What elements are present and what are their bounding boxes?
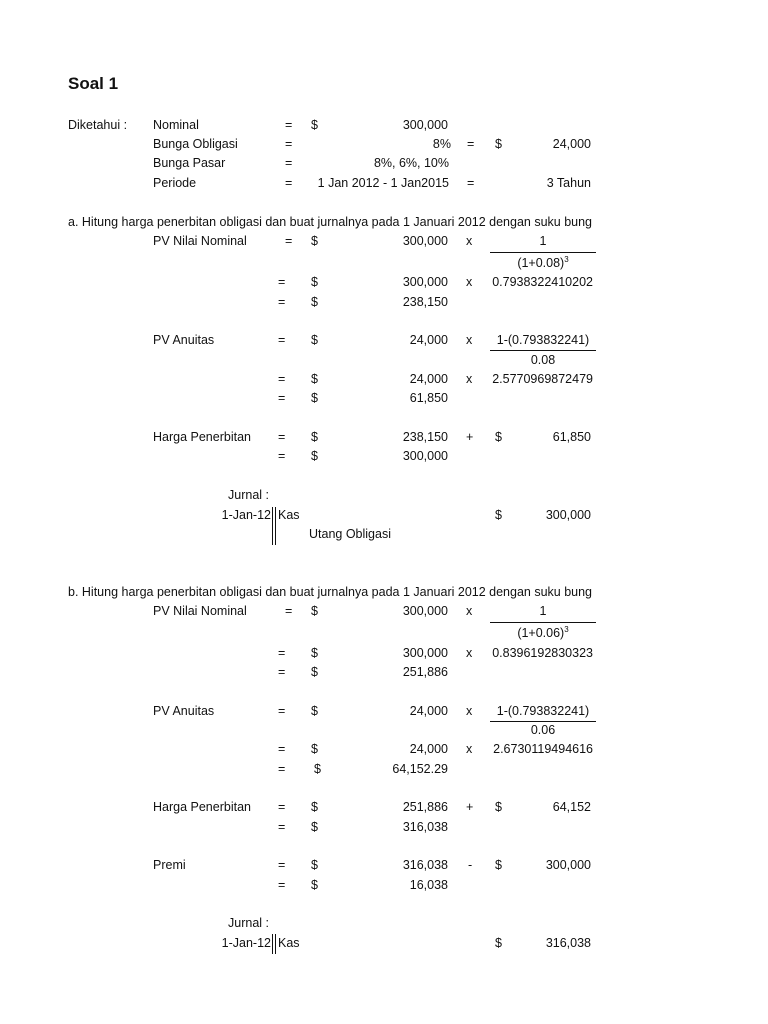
diketahui-label: Diketahui :	[68, 118, 128, 132]
bunga-pasar-value: 8%, 6%, 10%	[373, 156, 449, 170]
page-title: Soal 1	[68, 74, 119, 93]
b-pv-nominal-fraction-bar	[490, 622, 596, 623]
b-premi-value2: 300,000	[545, 858, 591, 872]
a-pv-nominal-op: x	[466, 234, 473, 248]
bunga-pasar-label: Bunga Pasar	[153, 156, 226, 170]
a-pv-nominal-row3-eq: =	[278, 295, 286, 309]
b-pv-anuitas-denominator: 0.06	[530, 723, 556, 737]
b-pv-nominal-row2-op: x	[466, 646, 473, 660]
b-pv-anuitas-row2-value: 24,000	[409, 742, 448, 756]
b-harga-value2: 64,152	[552, 800, 591, 814]
a-harga-currency: $	[311, 430, 318, 444]
a-pv-anuitas-row2-op: x	[466, 372, 473, 386]
a-jurnal-date: 1-Jan-12	[221, 508, 271, 522]
a-pv-anuitas-denominator: 0.08	[530, 353, 556, 367]
b-pv-nominal-op: x	[466, 604, 473, 618]
a-harga-op: +	[466, 430, 474, 444]
periode-label: Periode	[153, 176, 197, 190]
b-harga-eq: =	[278, 800, 286, 814]
a-harga-currency2: $	[495, 430, 502, 444]
a-harga-value: 238,150	[402, 430, 448, 444]
b-pv-anuitas-numerator: 1-(0.793832241)	[496, 704, 590, 718]
periode-value: 1 Jan 2012 - 1 Jan2015	[317, 176, 449, 190]
b-jurnal-divider-right	[275, 934, 276, 954]
a-pv-nominal-exponent: 3	[564, 254, 569, 264]
b-pv-anuitas-currency: $	[311, 704, 318, 718]
b-jurnal-label: Jurnal :	[228, 916, 269, 930]
a-pv-anuitas-row2-value: 24,000	[409, 372, 448, 386]
bunga-pasar-eq: =	[285, 156, 293, 170]
b-pv-nominal-row2-value: 300,000	[402, 646, 448, 660]
b-pv-nominal-row3-eq: =	[278, 665, 286, 679]
a-pv-anuitas-row2-eq: =	[278, 372, 286, 386]
bunga-obligasi-eq: =	[285, 137, 293, 151]
a-pv-nominal-result: 238,150	[402, 295, 448, 309]
nominal-value: 300,000	[402, 118, 448, 132]
a-pv-nominal-row3-currency: $	[311, 295, 318, 309]
b-pv-nominal-exponent: 3	[564, 624, 569, 634]
b-harga-op: +	[466, 800, 474, 814]
periode-eq: =	[285, 176, 293, 190]
b-jurnal-currency: $	[495, 936, 502, 950]
periode-eq2: =	[467, 176, 475, 190]
a-harga-eq: =	[278, 430, 286, 444]
b-pv-anuitas-row2-op: x	[466, 742, 473, 756]
a-pv-anuitas-row3-eq: =	[278, 391, 286, 405]
b-harga-currency2: $	[495, 800, 502, 814]
a-jurnal-divider-right	[275, 507, 276, 545]
a-jurnal-label: Jurnal :	[228, 488, 269, 502]
b-pv-anuitas-row2-currency: $	[311, 742, 318, 756]
a-harga-result: 300,000	[402, 449, 448, 463]
b-jurnal-divider-left	[272, 934, 273, 954]
a-pv-nominal-currency: $	[311, 234, 318, 248]
b-premi-label: Premi	[153, 858, 186, 872]
a-pv-nominal-denominator: $(1+0.08)^3$	[517, 254, 569, 270]
a-pv-anuitas-fraction-bar	[490, 350, 596, 351]
bunga-obligasi-currency: $	[495, 137, 502, 151]
b-premi-currency: $	[311, 858, 318, 872]
a-pv-nominal-row2-currency: $	[311, 275, 318, 289]
a-pv-anuitas-factor: 2.5770969872479	[492, 372, 593, 386]
a-jurnal-amount: 300,000	[545, 508, 591, 522]
b-jurnal-debit-account: Kas	[278, 936, 300, 950]
b-pv-anuitas-row2-eq: =	[278, 742, 286, 756]
b-pv-anuitas-label: PV Anuitas	[153, 704, 215, 718]
a-pv-anuitas-currency: $	[311, 333, 318, 347]
a-pv-anuitas-result: 61,850	[409, 391, 448, 405]
a-jurnal-currency: $	[495, 508, 502, 522]
bunga-obligasi-eq2: =	[467, 137, 475, 151]
b-harga-label: Harga Penerbitan	[153, 800, 251, 814]
a-pv-nominal-numerator: 1	[539, 234, 547, 248]
b-pv-anuitas-fraction-bar	[490, 721, 596, 722]
b-pv-anuitas-eq: =	[278, 704, 286, 718]
a-jurnal-credit-account: Utang Obligasi	[309, 527, 391, 541]
b-pv-anuitas-value: 24,000	[409, 704, 448, 718]
a-harga-label: Harga Penerbitan	[153, 430, 251, 444]
b-pv-nominal-result: 251,886	[402, 665, 448, 679]
b-premi-eq: =	[278, 858, 286, 872]
b-pv-anuitas-op: x	[466, 704, 473, 718]
section-b-heading: b. Hitung harga penerbitan obligasi dan buat jurnalnya pada 1 Januari 2012 dengan suku bung	[68, 585, 593, 599]
a-pv-anuitas-row2-currency: $	[311, 372, 318, 386]
a-pv-anuitas-value: 24,000	[409, 333, 448, 347]
a-pv-anuitas-row3-currency: $	[311, 391, 318, 405]
a-pv-nominal-row2-value: 300,000	[402, 275, 448, 289]
a-pv-anuitas-label: PV Anuitas	[153, 333, 215, 347]
b-harga-row2-currency: $	[311, 820, 318, 834]
b-pv-nominal-currency: $	[311, 604, 318, 618]
a-pv-anuitas-eq: =	[278, 333, 286, 347]
section-a-heading: a. Hitung harga penerbitan obligasi dan buat jurnalnya pada 1 Januari 2012 dengan suku bung	[68, 215, 593, 229]
a-pv-nominal-eq: =	[285, 234, 293, 248]
b-pv-nominal-eq: =	[285, 604, 293, 618]
b-pv-nominal-row2-eq: =	[278, 646, 286, 660]
b-pv-anuitas-result: 64,152.29	[392, 762, 448, 776]
b-pv-anuitas-row3-currency: $	[314, 762, 321, 776]
a-pv-nominal-label: PV Nilai Nominal	[153, 234, 247, 248]
b-pv-anuitas-factor: 2.6730119494616	[493, 742, 593, 756]
a-harga-value2: 61,850	[552, 430, 591, 444]
b-harga-result: 316,038	[402, 820, 448, 834]
a-pv-anuitas-numerator: 1-(0.793832241)	[496, 333, 590, 347]
bunga-obligasi-rate: 8%	[432, 137, 451, 151]
b-pv-nominal-value: 300,000	[402, 604, 448, 618]
bunga-obligasi-amount: 24,000	[552, 137, 591, 151]
bunga-obligasi-label: Bunga Obligasi	[153, 137, 238, 151]
b-premi-currency2: $	[495, 858, 502, 872]
b-harga-row2-eq: =	[278, 820, 286, 834]
a-pv-nominal-row2-eq: =	[278, 275, 286, 289]
nominal-label: Nominal	[153, 118, 199, 132]
b-pv-anuitas-row3-eq: =	[278, 762, 286, 776]
b-pv-nominal-factor: 0.8396192830323	[492, 646, 593, 660]
a-pv-nominal-fraction-bar	[490, 252, 596, 253]
b-pv-nominal-row2-currency: $	[311, 646, 318, 660]
b-premi-value: 316,038	[402, 858, 448, 872]
b-jurnal-amount: 316,038	[545, 936, 591, 950]
b-pv-nominal-label: PV Nilai Nominal	[153, 604, 247, 618]
a-jurnal-divider-left	[272, 507, 273, 545]
b-premi-result: 16,038	[409, 878, 448, 892]
periode-duration: 3 Tahun	[546, 176, 591, 190]
b-jurnal-date: 1-Jan-12	[221, 936, 271, 950]
b-premi-row2-eq: =	[278, 878, 286, 892]
a-jurnal-debit-account: Kas	[278, 508, 300, 522]
a-pv-anuitas-op: x	[466, 333, 473, 347]
a-pv-nominal-value: 300,000	[402, 234, 448, 248]
nominal-eq: =	[285, 118, 293, 132]
a-harga-row2-eq: =	[278, 449, 286, 463]
b-premi-row2-currency: $	[311, 878, 318, 892]
a-pv-nominal-row2-op: x	[466, 275, 473, 289]
nominal-currency: $	[311, 118, 318, 132]
a-pv-nominal-factor: 0.7938322410202	[492, 275, 593, 289]
b-harga-value: 251,886	[402, 800, 448, 814]
b-premi-op: -	[468, 858, 473, 872]
a-harga-row2-currency: $	[311, 449, 318, 463]
b-pv-nominal-numerator: 1	[539, 604, 547, 618]
b-pv-nominal-row3-currency: $	[311, 665, 318, 679]
b-harga-currency: $	[311, 800, 318, 814]
b-pv-nominal-denominator: $(1+0.06)^3$	[517, 624, 569, 640]
